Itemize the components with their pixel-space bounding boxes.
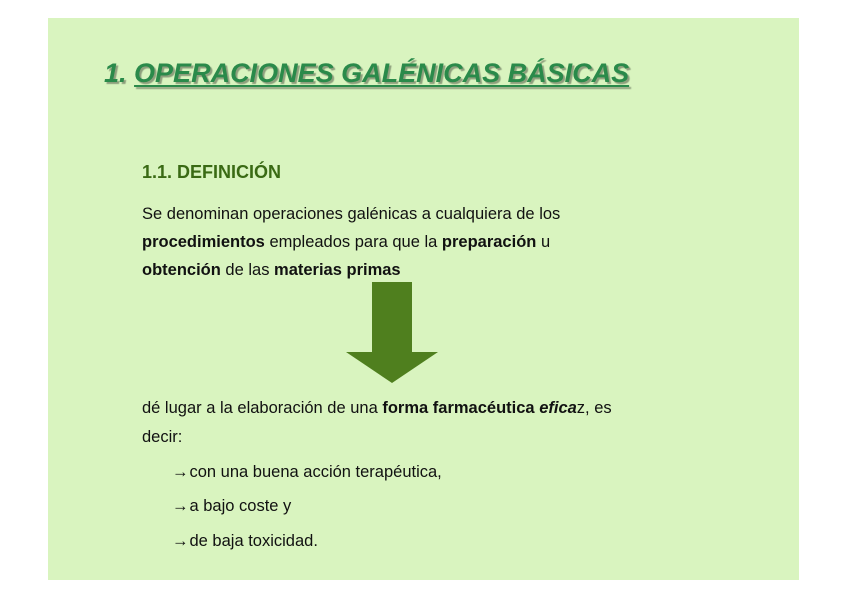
slide-title: [104, 58, 629, 89]
bold-materias-primas: materias primas: [274, 261, 401, 279]
bold-forma-farmaceutica: forma farmacéutica: [382, 399, 540, 417]
bullet-item: [172, 462, 442, 482]
right-arrow-icon: →: [172, 497, 189, 515]
text-segment: u: [536, 233, 551, 251]
text-segment: de las: [220, 261, 275, 279]
result-line-1: [142, 398, 612, 418]
bullet-item: [172, 531, 318, 551]
section-heading: 1.1. DEFINICIÓN: [142, 162, 282, 182]
right-arrow-icon: →: [172, 463, 189, 481]
result-line-2: decir:: [142, 428, 183, 446]
bold-preparacion: preparación: [441, 233, 537, 251]
definition-line-1: Se denominan operaciones galénicas a cualquiera de los: [142, 205, 561, 223]
right-arrow-icon: →: [172, 532, 189, 550]
definition-line-3: [142, 260, 401, 280]
text-segment: empleados para que la: [264, 233, 442, 251]
bold-procedimientos: procedimientos: [142, 233, 265, 251]
text-segment: dé lugar a la elaboración de una: [142, 399, 383, 417]
bullet-text: a bajo coste y: [189, 497, 292, 515]
bullet-text: de baja toxicidad.: [189, 532, 318, 550]
title-text: OPERACIONES GALÉNICAS BÁSICAS: [134, 58, 630, 88]
bold-italic-eficaz: efica: [539, 399, 577, 417]
bold-obtencion: obtención: [142, 261, 221, 279]
title-number: 1.: [104, 58, 127, 88]
slide: [48, 18, 799, 580]
bullet-text: con una buena acción terapéutica,: [189, 463, 442, 481]
text-segment: z, es: [576, 399, 612, 417]
bullet-item: [172, 496, 291, 516]
definition-line-2: [142, 232, 550, 252]
down-arrow-icon: [346, 282, 438, 383]
